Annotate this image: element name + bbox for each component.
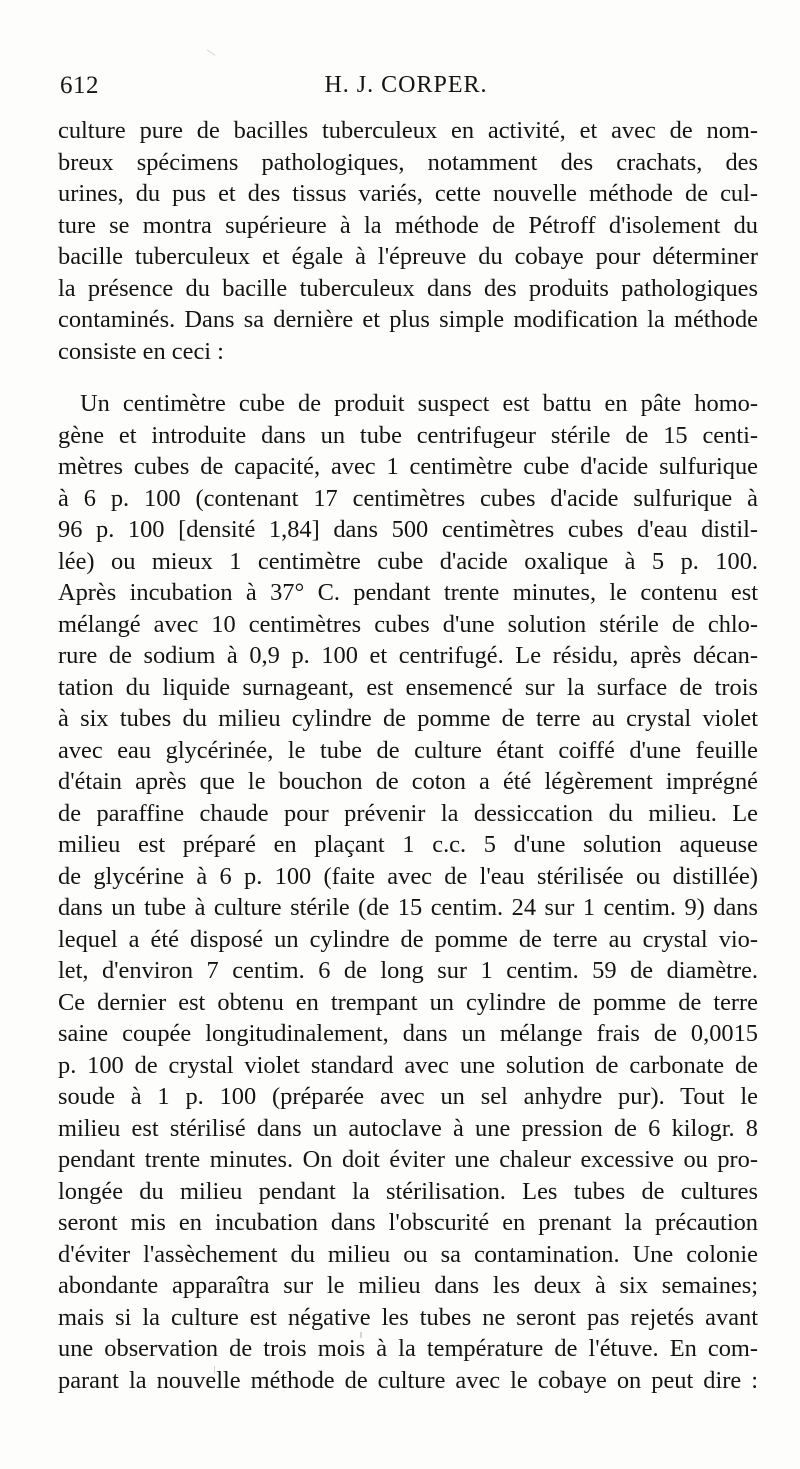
text-line: Après incubation à 37° C. pendant trente minutes, le contenu est [58,579,758,606]
text-line: lequel a été disposé un cylindre de pomme de terre au crystal vio- [58,925,758,953]
text-line: avec eau glycérinée, le tube de culture étant coiffé d'une feuille [58,736,758,764]
paragraph-gap [58,367,758,388]
text-line: milieu est stérilisé dans un autoclave à une pression de 6 kilogr. 8 [58,1114,758,1142]
text-line: rure de sodium à 0,9 p. 100 et centrifugé. Le résidu, après décan- [58,642,758,669]
text-line: lée) ou mieux 1 centimètre cube d'acide oxalique à 5 p. 100. [58,547,758,575]
text-line: gène et introduite dans un tube centrifugeur stérile de 15 centi- [58,421,758,449]
text-line: Un centimètre cube de produit suspect est battu en pâte homo- [80,390,758,417]
text-line: ture se montra supérieure à la méthode de Pétroff d'isolement du [58,211,758,239]
text-line: saine coupée longitudinalement, dans un mélange frais de 0,0015 [58,1020,758,1047]
text-line: à six tubes du milieu cylindre de pomme de terre au crystal violet [58,705,758,732]
text-line: mélangé avec 10 centimètres cubes d'une solution stérile de chlo- [58,610,758,638]
text-line: mais si la culture est négative les tubes ne seront pas rejetés avant [58,1303,758,1331]
text-line: mètres cubes de capacité, avec 1 centimètre cube d'acide sulfurique [58,453,758,480]
text-line: seront mis en incubation dans l'obscurité en prenant la précaution [58,1209,758,1236]
text-line: soude à 1 p. 100 (préparée avec un sel anhydre pur). Tout le [58,1083,758,1110]
page-number: 612 [60,72,99,99]
text-line: de paraffine chaude pour prévenir la dessiccation du milieu. Le [58,799,758,827]
scan-speck [207,49,216,56]
paragraph [58,115,758,367]
text-line: Ce dernier est obtenu en trempant un cylindre de pomme de terre [58,988,758,1016]
text-line: contaminés. Dans sa dernière et plus simple modification la méthode [58,306,758,333]
text-line: tation du liquide surnageant, est ensemencé sur la surface de trois [58,673,758,701]
text-line: abondante apparaîtra sur le milieu dans les deux à six semaines; [58,1272,758,1299]
text-line: parant la nouvelle méthode de culture avec le cobaye on peut dire : [58,1366,758,1394]
paragraph [58,388,758,1396]
text-line: 96 p. 100 [densité 1,84] dans 500 centimètres cubes d'eau distil- [58,516,758,543]
text-line: milieu est préparé en plaçant 1 c.c. 5 d'une solution aqueuse [58,831,758,858]
running-head: H. J. CORPER. [324,72,488,98]
text-line: bacille tuberculeux et égale à l'épreuve du cobaye pour déterminer [58,243,758,270]
text-line: urines, du pus et des tissus variés, cette nouvelle méthode de cul- [58,180,758,207]
text-line: à 6 p. 100 (contenant 17 centimètres cubes d'acide sulfurique à [58,484,758,512]
page-header [56,72,756,106]
text-line: p. 100 de crystal violet standard avec une solution de carbonate de [58,1051,758,1079]
text-line: une observation de trois mois à la température de l'étuve. En com- [58,1335,758,1362]
text-line: breux spécimens pathologiques, notamment des crachats, des [58,148,758,176]
body-text [58,115,758,1396]
text-line: d'étain après que le bouchon de coton a été légèrement imprégné [58,768,758,795]
text-line: consiste en ceci : [58,337,224,365]
text-line: dans un tube à culture stérile (de 15 centim. 24 sur 1 centim. 9) dans [58,894,758,921]
text-line: de glycérine à 6 p. 100 (faite avec de l'eau stérilisée ou distillée) [58,862,758,890]
text-line: let, d'environ 7 centim. 6 de long sur 1 centim. 59 de diamètre. [58,957,758,984]
text-line: la présence du bacille tuberculeux dans des produits pathologiques [58,274,758,302]
text-line: longée du milieu pendant la stérilisation. Les tubes de cultures [58,1177,758,1205]
text-line: d'éviter l'assèchement du milieu ou sa contamination. Une colonie [58,1240,758,1268]
text-line: culture pure de bacilles tuberculeux en activité, et avec de nom- [58,117,758,144]
text-line: pendant trente minutes. On doit éviter une chaleur excessive ou pro- [58,1146,758,1173]
